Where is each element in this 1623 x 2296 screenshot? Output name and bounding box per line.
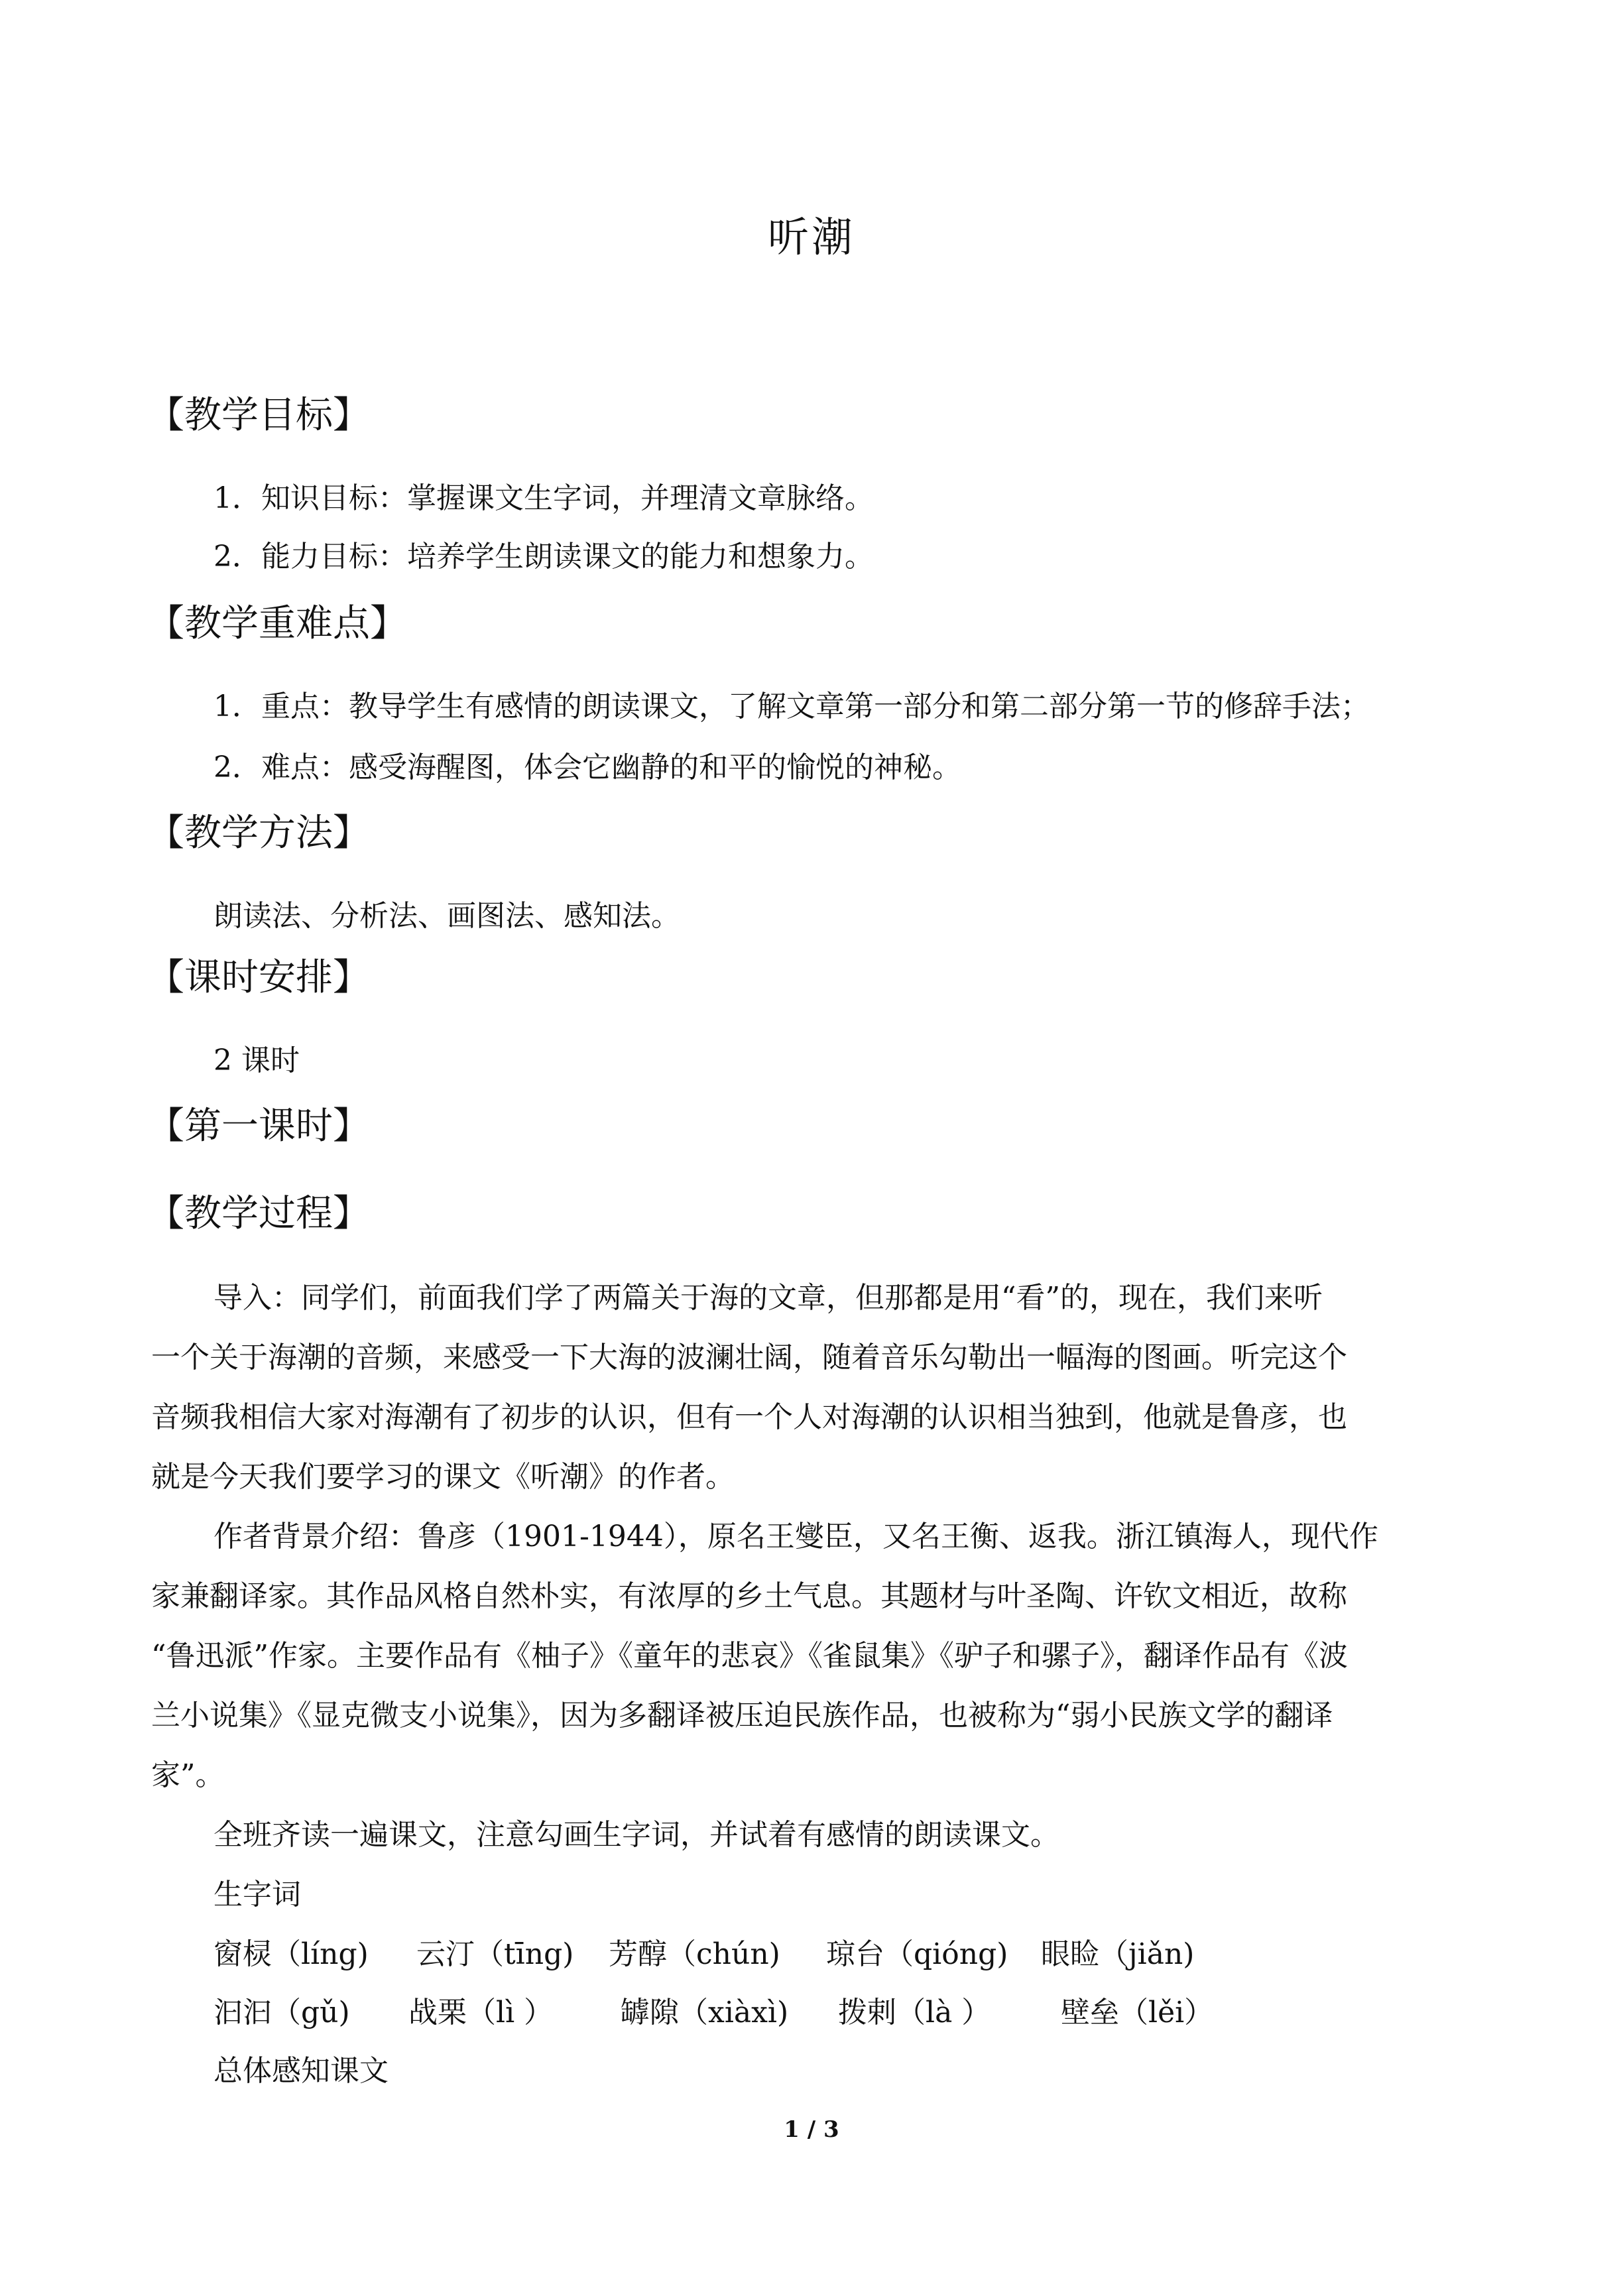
section-heading-schedule: 【课时安排】 bbox=[147, 956, 370, 999]
vocab-word: 琼台（qióng) bbox=[826, 1937, 1008, 1971]
vocab-word: 汩汩（gǔ) bbox=[213, 1996, 350, 2029]
author-paragraph-line: 作者背景介绍：鲁彦（1901-1944），原名王燮臣，又名王衡、返我。浙江镇海人，现代作 bbox=[213, 1520, 1378, 1553]
section-heading-goals: 【教学目标】 bbox=[147, 394, 370, 437]
vocab-word: 窗棂（líng) bbox=[213, 1937, 369, 1971]
author-paragraph-line: 兰小说集》《显克微支小说集》，因为多翻译被压迫民族作品，也被称为“弱小民族文学的翻译 bbox=[151, 1699, 1333, 1732]
goal-item: 1．知识目标：掌握课文生字词，并理清文章脉络。 bbox=[213, 481, 874, 515]
document-title: 听潮 bbox=[767, 213, 855, 261]
schedule-text: 2 课时 bbox=[213, 1044, 300, 1077]
author-paragraph-line: 家”。 bbox=[151, 1758, 225, 1792]
overview-label: 总体感知课文 bbox=[213, 2054, 389, 2088]
methods-text: 朗读法、分析法、画图法、感知法。 bbox=[213, 899, 680, 933]
section-heading-methods: 【教学方法】 bbox=[147, 812, 370, 855]
intro-paragraph-line: 就是今天我们要学习的课文《听潮》的作者。 bbox=[151, 1460, 735, 1494]
section-heading-first-lesson: 【第一课时】 bbox=[147, 1105, 370, 1148]
vocab-word: 拨剌（là ） bbox=[838, 1996, 991, 2029]
vocab-label: 生字词 bbox=[213, 1878, 301, 1911]
vocab-word: 罅隙（xiàxì) bbox=[621, 1996, 789, 2029]
author-paragraph-line: “鲁迅派”作家。主要作品有《柚子》《童年的悲哀》《雀鼠集》《驴子和骡子》，翻译作品有《波 bbox=[151, 1639, 1348, 1673]
goal-item: 2．能力目标：培养学生朗读课文的能力和想象力。 bbox=[213, 540, 874, 574]
vocab-word: 战栗（lì ） bbox=[408, 1996, 554, 2029]
read-instruction: 全班齐读一遍课文，注意勾画生字词，并试着有感情的朗读课文。 bbox=[213, 1818, 1059, 1852]
intro-paragraph-line: 一个关于海潮的音频，来感受一下大海的波澜壮阔，随着音乐勾勒出一幅海的图画。听完这个 bbox=[151, 1341, 1347, 1374]
key-point-item: 1．重点：教导学生有感情的朗读课文，了解文章第一部分和第二部分第一节的修辞手法； bbox=[213, 690, 1370, 723]
vocab-word: 眼睑（jiǎn) bbox=[1041, 1937, 1195, 1971]
intro-paragraph-line: 音频我相信大家对海潮有了初步的认识，但有一个人对海潮的认识相当独到，他就是鲁彦，也 bbox=[151, 1400, 1347, 1434]
intro-paragraph-line: 导入：同学们，前面我们学了两篇关于海的文章，但那都是用“看”的，现在，我们来听 bbox=[213, 1281, 1323, 1315]
author-paragraph-line: 家兼翻译家。其作品风格自然朴实，有浓厚的乡土气息。其题材与叶圣陶、许钦文相近，故称 bbox=[151, 1579, 1347, 1613]
vocab-word: 壁垒（lěi） bbox=[1061, 1996, 1214, 2029]
section-heading-key-points: 【教学重难点】 bbox=[147, 602, 407, 645]
vocab-word: 云汀（tīng) bbox=[416, 1937, 574, 1971]
page-number: 1 / 3 bbox=[784, 2116, 839, 2143]
key-point-item: 2．难点：感受海醒图，体会它幽静的和平的愉悦的神秘。 bbox=[213, 751, 961, 784]
vocab-word: 芳醇（chún) bbox=[609, 1937, 780, 1971]
section-heading-process: 【教学过程】 bbox=[147, 1192, 370, 1235]
